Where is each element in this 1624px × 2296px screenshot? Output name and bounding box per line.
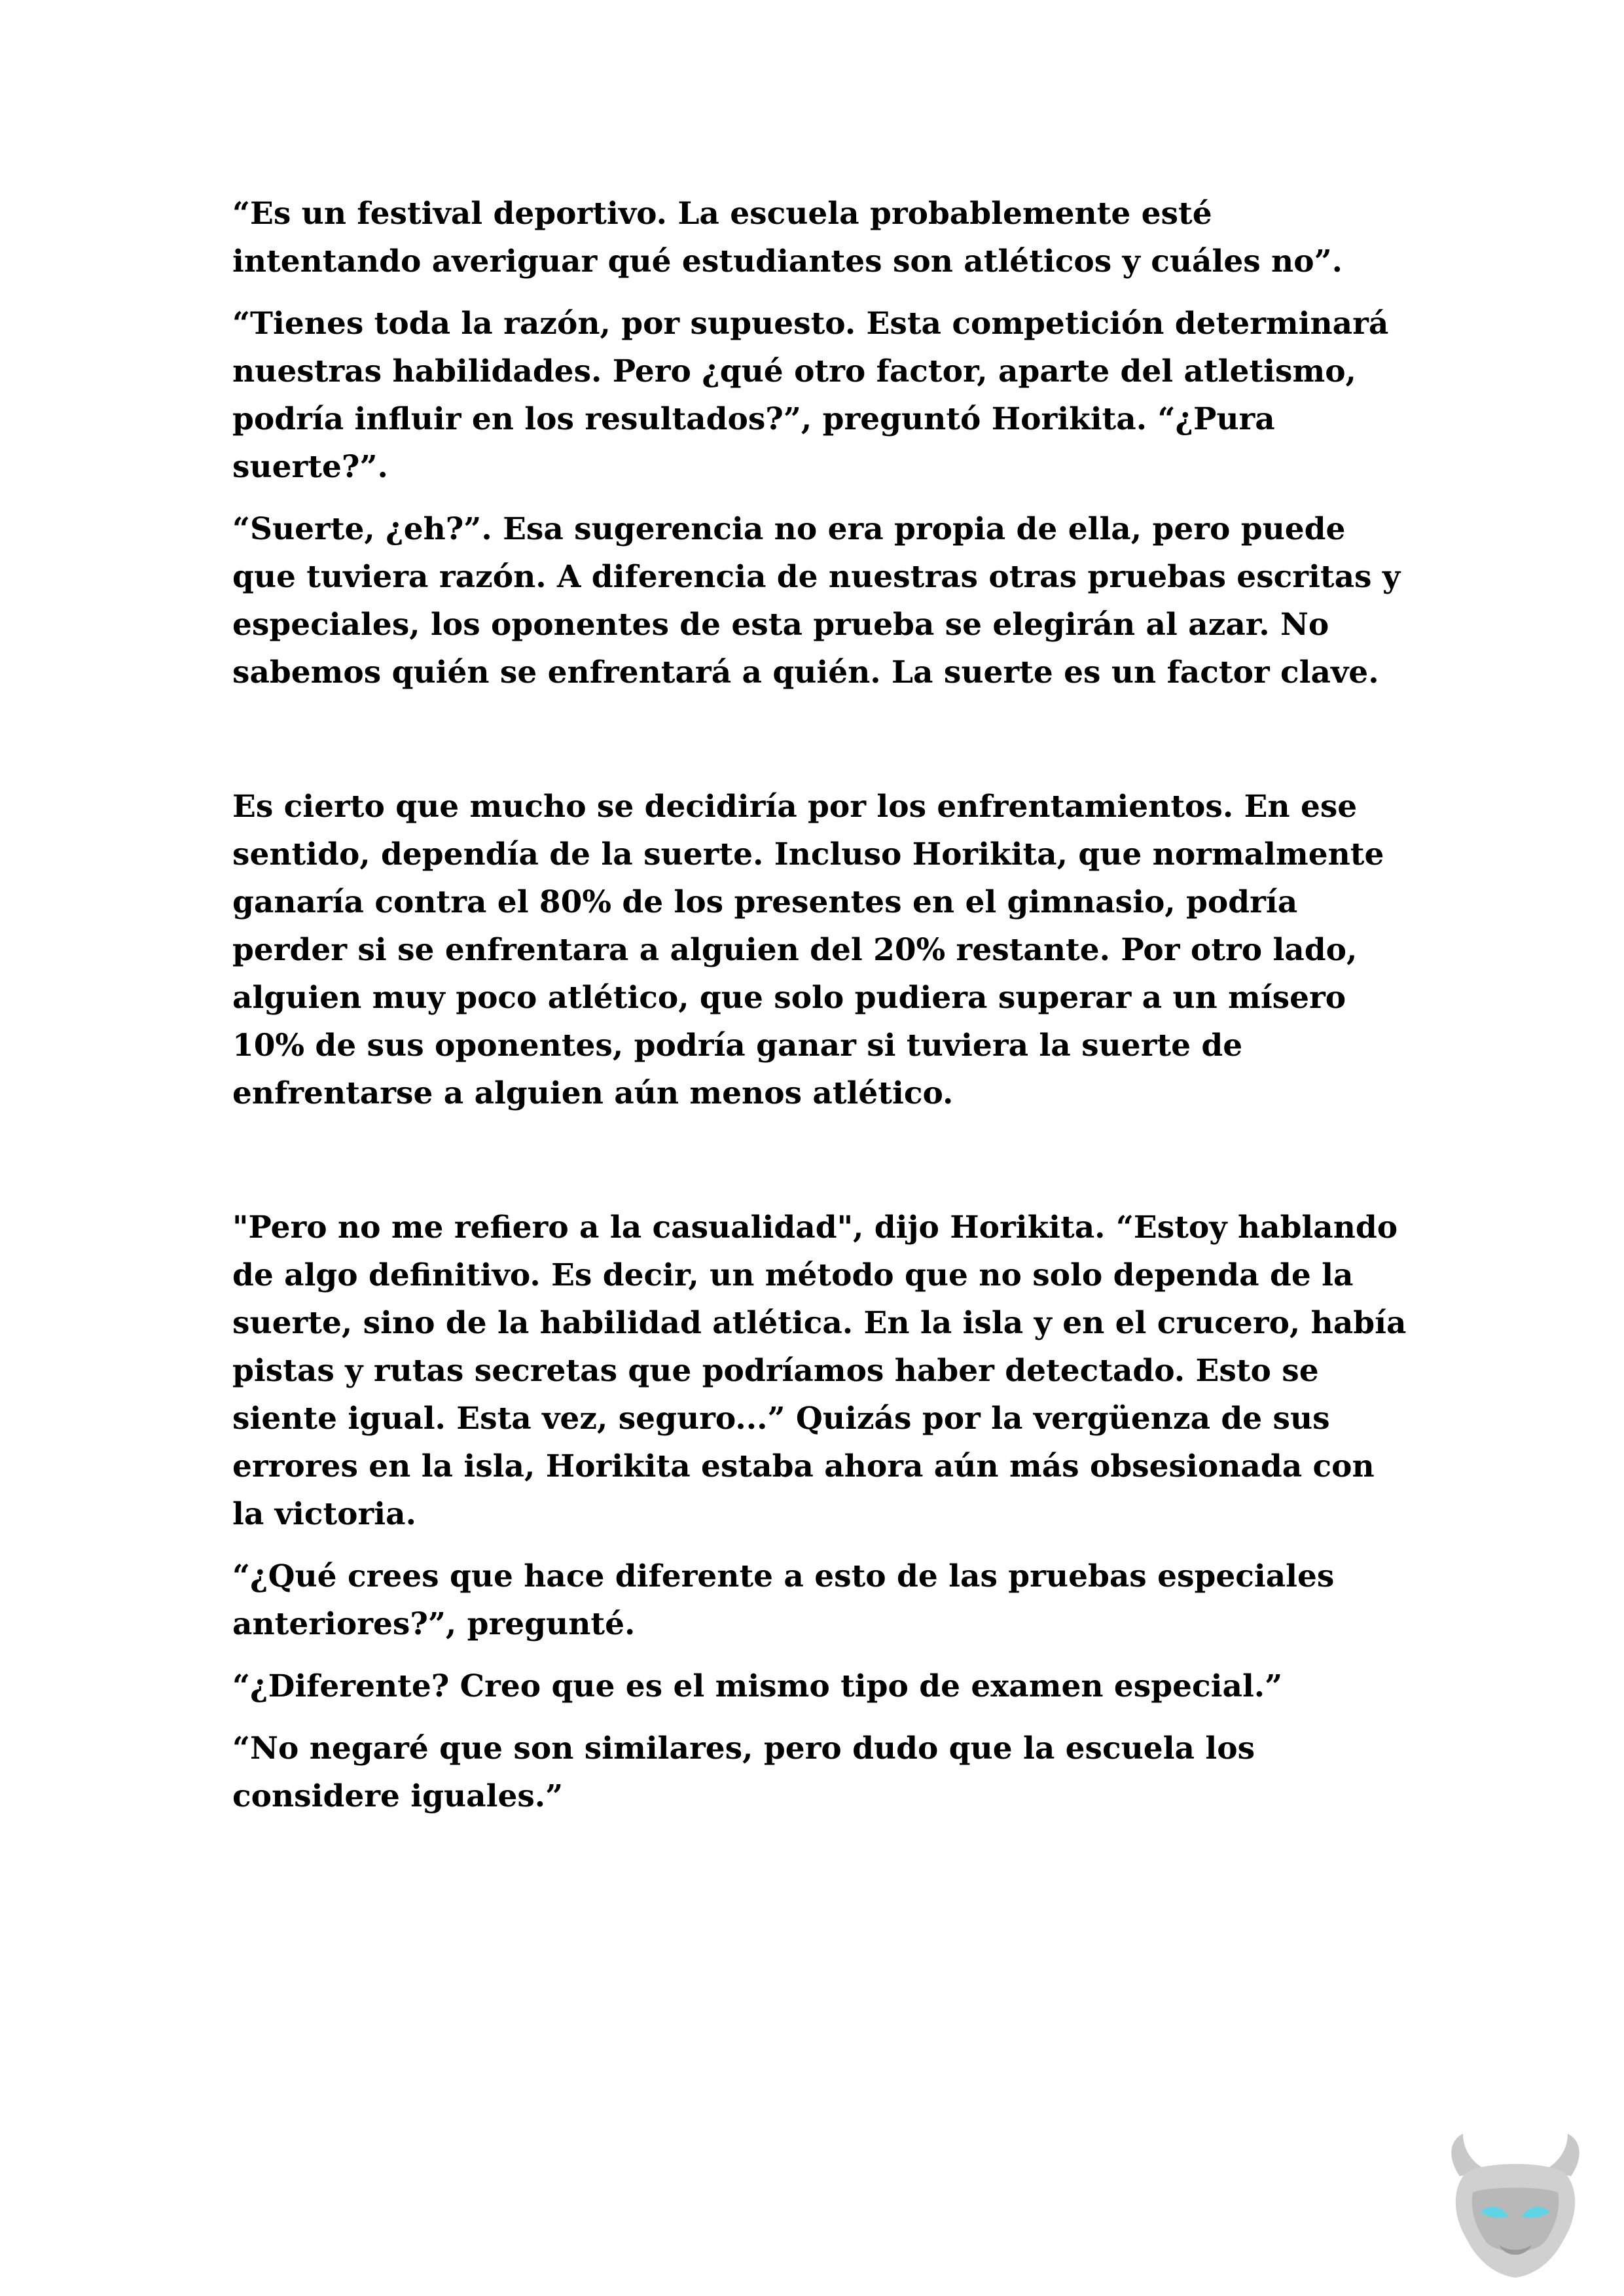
paragraph-5: "Pero no me refiero a la casualidad", dijo Horikita. “Estoy hablando de algo definitivo. Es decir, un método que no solo dependa de la suerte, sino de la habilidad atlética. En la isla y en el crucero, había pistas y rutas secretas que podríamos haber detectado. Esto se siente igual. Esta vez, seguro...” Quizás por la vergüenza de sus errores en la isla, Horikita estaba ahora aún más obsesionada con la victoria. bbox=[232, 1210, 1407, 1532]
body-text bbox=[232, 190, 1411, 1835]
paragraph-3: “Suerte, ¿eh?”. Esa sugerencia no era propia de ella, pero puede que tuviera razón. A diferencia de nuestras otras pruebas escritas y especiales, los oponentes de esta prueba se elegirán al azar. No sabemos quién se enfrentará a quién. La suerte es un factor clave. bbox=[232, 511, 1401, 691]
paragraph-2: “Tienes toda la razón, por supuesto. Esta competición determinará nuestras habilidades. Pero ¿qué otro factor, aparte del atletismo, podría influir en los resultados?”, preguntó Horikita. “¿Pura suerte?”. bbox=[232, 306, 1389, 485]
paragraph-4: Es cierto que mucho se decidiría por los enfrentamientos. En ese sentido, dependía de la suerte. Incluso Horikita, que normalmente ganaría contra el 80% de los presentes en el gimnasio, podría perder si se enfrentara a alguien del 20% restante. Por otro lado, alguien muy poco atlético, que solo pudiera superar a un mísero 10% de sus oponentes, podría ganar si tuviera la suerte de enfrentarse a alguien aún menos atlético. bbox=[232, 789, 1384, 1111]
paragraph-1: “Es un festival deportivo. La escuela probablemente esté intentando averiguar qué estudiantes son atléticos y cuáles no”. bbox=[232, 196, 1343, 279]
paragraph-6: “¿Qué crees que hace diferente a esto de las pruebas especiales anteriores?”, pregunté. bbox=[232, 1558, 1335, 1642]
demon-head-icon bbox=[1434, 2130, 1597, 2281]
section-gap-2 bbox=[232, 1132, 1411, 1204]
paragraph-7: “¿Diferente? Creo que es el mismo tipo de examen especial.” bbox=[232, 1668, 1283, 1704]
section-gap-1 bbox=[232, 711, 1411, 783]
paragraph-8: “No negaré que son similares, pero dudo que la escuela los considere iguales.” bbox=[232, 1731, 1255, 1814]
